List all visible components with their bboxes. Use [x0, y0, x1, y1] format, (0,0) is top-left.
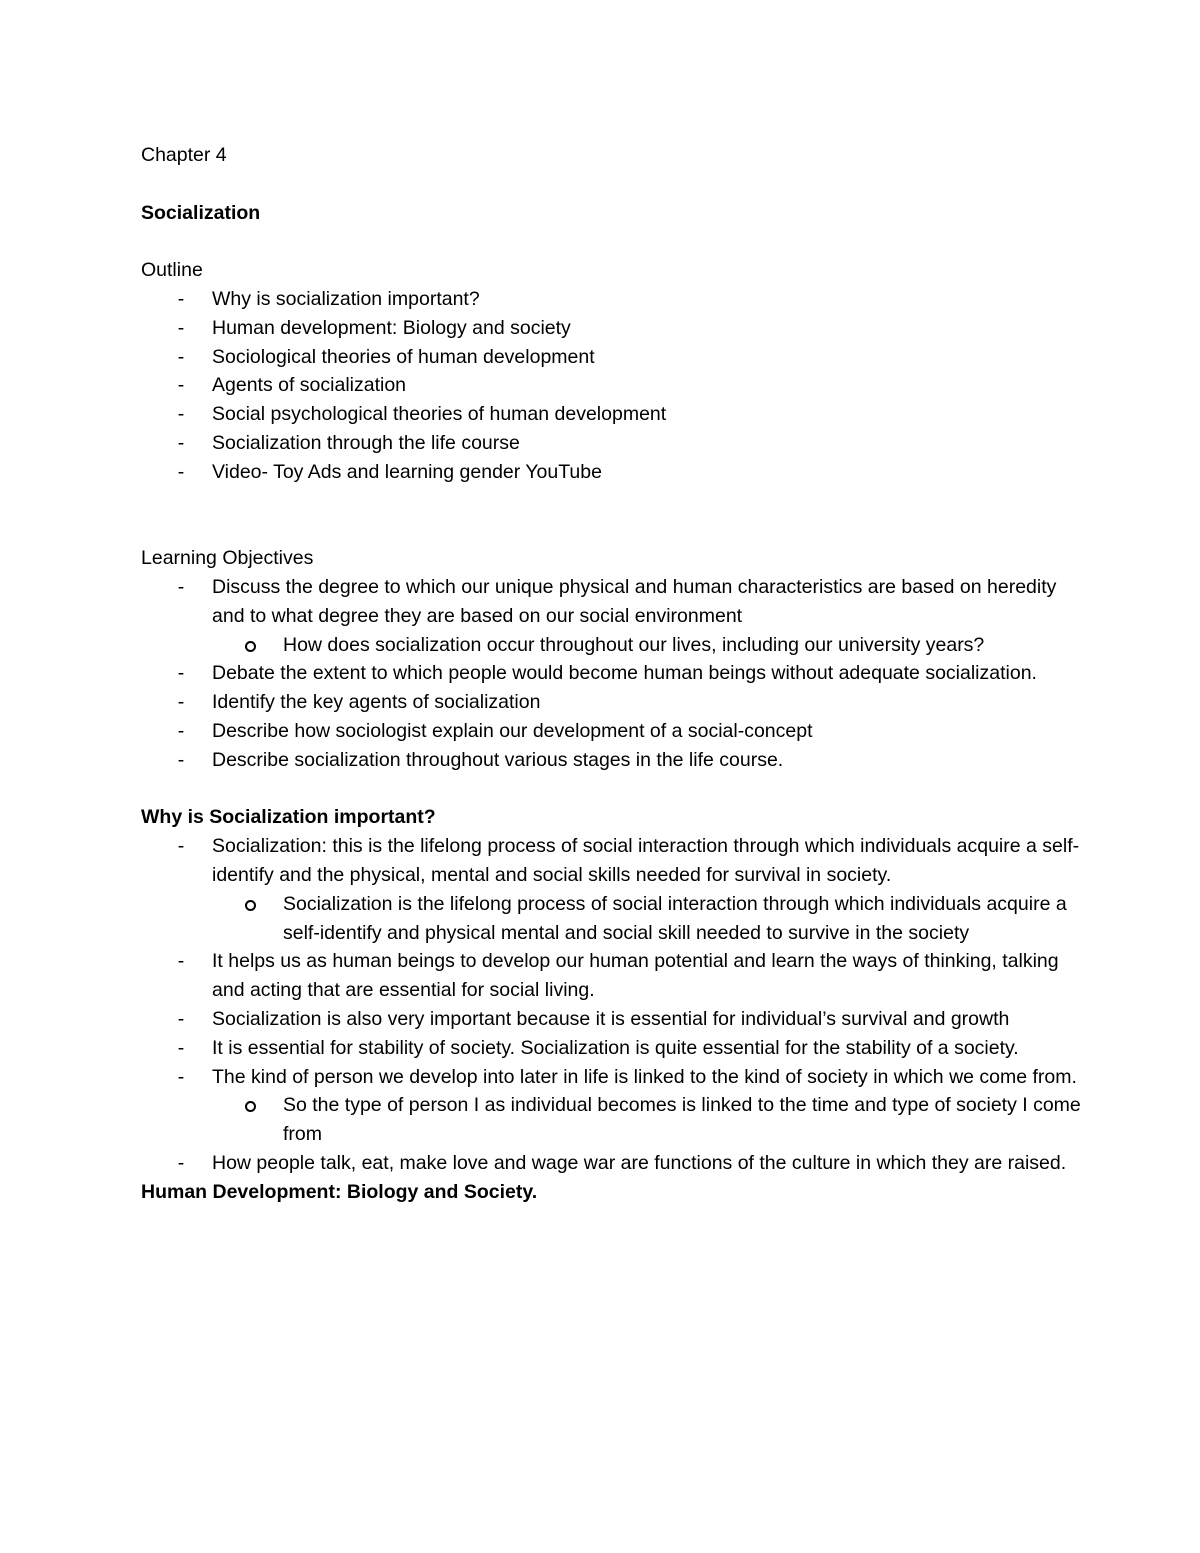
- why-list: [141, 832, 1081, 1178]
- dash-bullet: -: [177, 748, 185, 771]
- why-item: - Socialization is also very important because it is essential for individual’s survival and growth: [141, 1005, 1081, 1034]
- document-title: Socialization: [141, 201, 261, 224]
- dash-bullet: -: [177, 460, 185, 483]
- why-sublist: [212, 890, 1081, 948]
- why-item: - The kind of person we develop into later in life is linked to the kind of society in which we come from. So the type of person I as individual becomes is linked to the time and type of society I come from: [141, 1063, 1081, 1149]
- dash-bullet: -: [177, 662, 185, 685]
- dash-bullet: -: [177, 575, 185, 598]
- outline-item: - Video- Toy Ads and learning gender YouTube: [141, 458, 1081, 487]
- why-item: - It is essential for stability of society. Socialization is quite essential for the stability of a society.: [141, 1034, 1081, 1063]
- dash-bullet: -: [177, 287, 185, 310]
- objective-item: - Describe socialization throughout various stages in the life course.: [141, 746, 1081, 775]
- dash-bullet: -: [177, 950, 185, 973]
- why-item: - How people talk, eat, make love and wage war are functions of the culture in which they are raised.: [141, 1149, 1081, 1178]
- why-sublist: [212, 1091, 1081, 1149]
- circle-bullet-icon: [245, 900, 256, 911]
- circle-bullet-icon: [245, 1101, 256, 1112]
- outline-item: - Human development: Biology and society: [141, 314, 1081, 343]
- outline-item: - Sociological theories of human development: [141, 343, 1081, 372]
- objective-item: - Describe how sociologist explain our development of a social-concept: [141, 717, 1081, 746]
- dash-bullet: -: [177, 719, 185, 742]
- dash-bullet: -: [177, 835, 185, 858]
- outline-heading: Outline: [141, 259, 203, 282]
- dash-bullet: -: [177, 1007, 185, 1030]
- objective-item: - Debate the extent to which people would become human beings without adequate socialization.: [141, 659, 1081, 688]
- why-subitem: So the type of person I as individual becomes is linked to the time and type of society I come from: [212, 1091, 1081, 1149]
- circle-bullet-icon: [245, 641, 256, 652]
- outline-item: - Socialization through the life course: [141, 429, 1081, 458]
- outline-item: - Agents of socialization: [141, 371, 1081, 400]
- dash-bullet: -: [177, 431, 185, 454]
- objective-sublist: [212, 631, 1081, 660]
- why-item: - It helps us as human beings to develop our human potential and learn the ways of thinking, talking and acting that are essential for social living.: [141, 947, 1081, 1005]
- why-subitem: Socialization is the lifelong process of social interaction through which individuals acquire a self-identify and physical mental and social skill needed to survive in the society: [212, 890, 1081, 948]
- outline-item: - Social psychological theories of human development: [141, 400, 1081, 429]
- why-item: - Socialization: this is the lifelong process of social interaction through which individuals acquire a self-identify and the physical, mental and social skills needed for survival in society. Socialization is the lifelong process of social interaction through which individuals acquire a self-identify and physical mental and social skill needed to survive in the society: [141, 832, 1081, 947]
- dash-bullet: -: [177, 1036, 185, 1059]
- dash-bullet: -: [177, 403, 185, 426]
- dash-bullet: -: [177, 345, 185, 368]
- dash-bullet: -: [177, 1151, 185, 1174]
- document-content: [141, 141, 1081, 1206]
- dash-bullet: -: [177, 316, 185, 339]
- objective-subitem: How does socialization occur throughout our lives, including our university years?: [212, 631, 1081, 660]
- why-heading: Why is Socialization important?: [141, 806, 436, 829]
- objective-item: - Identify the key agents of socialization: [141, 688, 1081, 717]
- chapter-label: Chapter 4: [141, 144, 227, 166]
- dash-bullet: -: [177, 691, 185, 714]
- outline-list: [141, 285, 1081, 487]
- section-heading: Human Development: Biology and Society.: [141, 1180, 538, 1203]
- dash-bullet: -: [177, 1065, 185, 1088]
- objective-item: - Discuss the degree to which our unique physical and human characteristics are based on heredity and to what degree they are based on our social environment How does socialization occur throughout our lives, including our university years?: [141, 573, 1081, 659]
- objectives-list: [141, 573, 1081, 775]
- objectives-heading: Learning Objectives: [141, 547, 314, 570]
- dash-bullet: -: [177, 374, 185, 397]
- outline-item: - Why is socialization important?: [141, 285, 1081, 314]
